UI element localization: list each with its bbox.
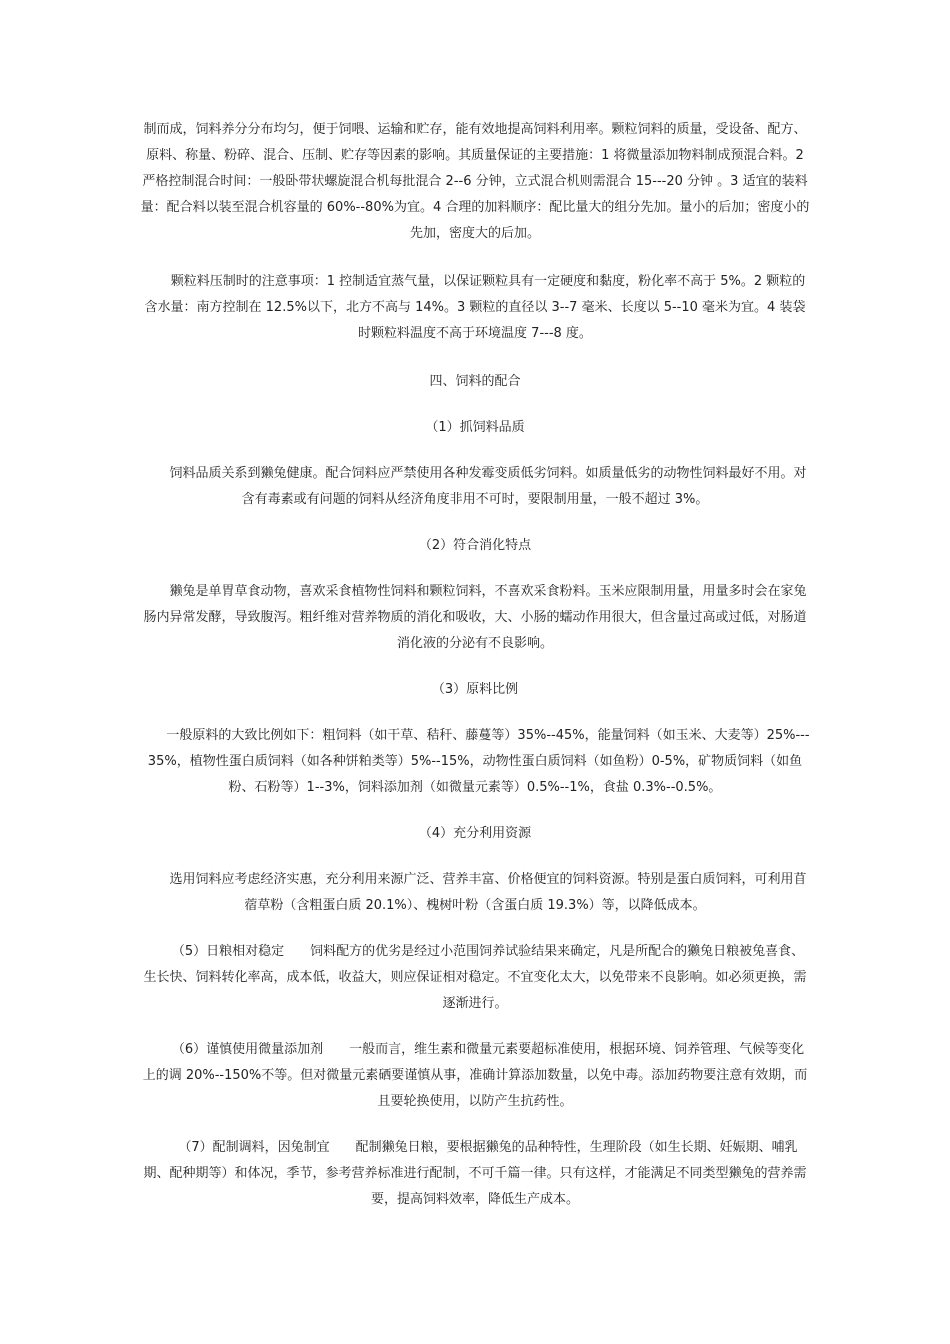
text-stable-ration: 饲料配方的优劣是经过小范围饲养试验结果来确定，凡是所配合的獭兔日粮被兔喜食、生长快、饲料转化率高，成本低，收益大，则应保证相对稳定。不宜变化太大，以免带来不良影响。如必须更换，需逐渐进行。	[143, 944, 807, 1011]
paragraph-pellet-quality: 制而成，饲料养分分布均匀，便于饲喂、运输和贮存，能有效地提高饲料利用率。颗粒饲料的质量，受设备、配方、原料、称量、粉碎、混合、压制、贮存等因素的影响。其质量保证的主要措施：1 将微量添加物料制成预混合料。2 严格控制混合时间：一般卧带状螺旋混合机每批混合 2--6 分钟，立式混合机则需混合 15---20 分钟 。3 适宜的装料量：配合料以装至混合机容量的 60%--80%为宜。4 合理的加料顺序：配比量大的组分先加。量小的后加；密度小的先加，密度大的后加。	[140, 122, 810, 241]
paragraph-resources: 选用饲料应考虑经济实惠，充分利用来源广泛、营养丰富、价格便宜的饲料资源。特别是蛋白质饲料，可利用苜蓿草粉（含粗蛋白质 20.1%）、槐树叶粉（含蛋白质 19.3%）等，以降低成本。	[169, 872, 807, 913]
subheading-formulation: （7）配制调料，因兔制宜	[178, 1140, 330, 1155]
subheading-digestion: （2）符合消化特点	[418, 538, 532, 553]
text-formulation: 配制獭兔日粮，要根据獭兔的品种特性，生理阶段（如生长期、妊娠期、哺乳期、配种期等）和体况，季节，参考营养标准进行配制，不可千篇一律。只有这样，才能满足不同类型獭兔的营养需要，提高饲料效率，降低生产成本。	[143, 1140, 807, 1207]
subheading-additives: （6）谨慎使用微量添加剂	[171, 1042, 324, 1057]
paragraph-feed-quality: 饲料品质关系到獭兔健康。配合饲料应严禁使用各种发霉变质低劣饲料。如质量低劣的动物性饲料最好不用。对含有毒素或有问题的饲料从经济角度非用不可时，要限制用量，一般不超过 3%。	[169, 466, 807, 507]
paragraph-ratio: 一般原料的大致比例如下：粗饲料（如干草、秸秆、藤蔓等）35%--45%，能量饲料（如玉米、大麦等）25%---35%，植物性蛋白质饲料（如各种饼粕类等）5%--15%，动物性蛋白质饲料（如鱼粉）0-5%，矿物质饲料（如鱼粉、石粉等）1--3%，饲料添加剂（如微量元素等）0.5%--1%，食盐 0.3%--0.5%。	[147, 728, 810, 795]
subheading-ratio: （3）原料比例	[431, 682, 519, 697]
paragraph-additives	[140, 1037, 810, 1115]
text-additives: 一般而言，维生素和微量元素要超标准使用，根据环境、饲养管理、气候等变化上的调 20%--150%不等。但对微量元素硒要谨慎从事，准确计算添加数量，以免中毒。添加药物要注意有效期，而且要轮换使用，以防产生抗药性。	[142, 1042, 808, 1109]
subheading-resources: （4）充分利用资源	[418, 826, 532, 841]
document-page	[140, 117, 810, 1213]
subheading-feed-quality: （1）抓饲料品质	[425, 420, 525, 435]
subheading-stable-ration: （5）日粮相对稳定	[171, 944, 285, 959]
paragraph-formulation	[140, 1135, 810, 1213]
section-title: 四、饲料的配合	[429, 374, 521, 389]
paragraph-digestion: 獭兔是单胃草食动物，喜欢采食植物性饲料和颗粒饲料，不喜欢采食粉料。玉米应限制用量，用量多时会在家兔肠内异常发酵，导致腹泻。粗纤维对营养物质的消化和吸收，大、小肠的蠕动作用很大，但含量过高或过低，对肠道消化液的分泌有不良影响。	[143, 584, 807, 651]
paragraph-stable-ration	[140, 939, 810, 1017]
paragraph-pellet-pressing: 颗粒料压制时的注意事项：1 控制适宜蒸气量，以保证颗粒具有一定硬度和黏度，粉化率不高于 5%。2 颗粒的含水量：南方控制在 12.5%以下，北方不高与 14%。3 颗粒的直径以 3--7 毫米、长度以 5--10 毫米为宜。4 装袋时颗粒料温度不高于环境温度 7---8 度。	[144, 274, 806, 341]
